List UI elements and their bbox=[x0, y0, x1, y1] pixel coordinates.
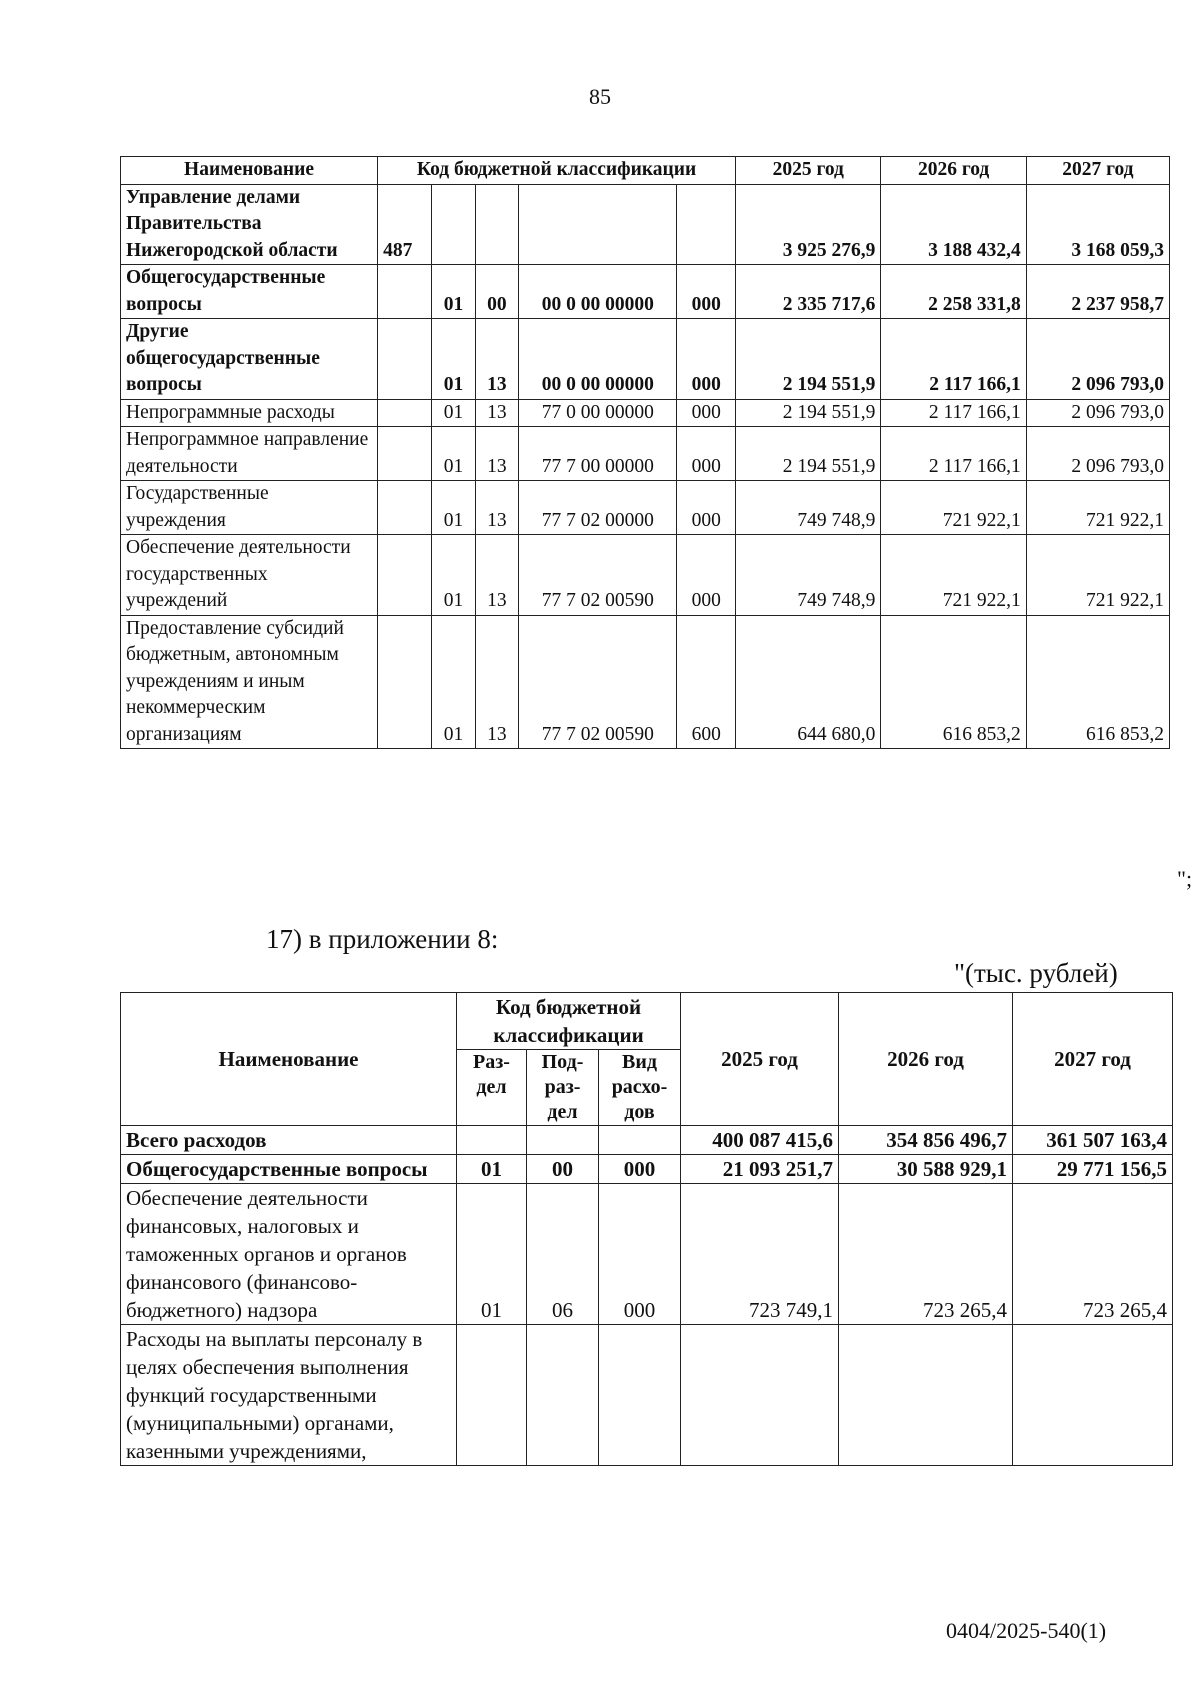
value-2026: 721 922,1 bbox=[881, 481, 1026, 535]
target-article-code: 77 0 00 00000 bbox=[519, 399, 677, 427]
value-2025: 749 748,9 bbox=[736, 535, 881, 616]
table-row bbox=[121, 481, 1170, 535]
row-name: Непрограммные расходы bbox=[121, 399, 378, 427]
page-number: 85 bbox=[589, 84, 611, 109]
razdel-code: 01 bbox=[457, 1184, 527, 1325]
expense-type-code: 000 bbox=[677, 265, 736, 319]
value-2025: 723 749,1 bbox=[681, 1184, 839, 1325]
podrazdel-code: 06 bbox=[527, 1184, 599, 1325]
value-2026: 3 188 432,4 bbox=[881, 184, 1026, 265]
podrazdel-code bbox=[527, 1126, 599, 1155]
razdel-code: 01 bbox=[432, 615, 475, 749]
value-2027: 2 096 793,0 bbox=[1026, 399, 1169, 427]
row-name: Всего расходов bbox=[121, 1126, 457, 1155]
table-header-row bbox=[121, 993, 1173, 1050]
podrazdel-code: 00 bbox=[475, 265, 518, 319]
table-row bbox=[121, 1184, 1173, 1325]
value-2025: 3 925 276,9 bbox=[736, 184, 881, 265]
header-2026: 2026 год bbox=[839, 993, 1013, 1126]
header-2027: 2027 год bbox=[1013, 993, 1173, 1126]
header-podrazdel: Под-раз-дел bbox=[527, 1050, 599, 1126]
header-2027: 2027 год bbox=[1026, 157, 1169, 185]
header-2025: 2025 год bbox=[736, 157, 881, 185]
value-2025: 2 194 551,9 bbox=[736, 427, 881, 481]
razdel-code: 01 bbox=[432, 265, 475, 319]
unit-label: "(тыс. рублей) bbox=[954, 958, 1118, 988]
value-2027 bbox=[1013, 1325, 1173, 1466]
header-expense-type: Вид расхо-дов bbox=[599, 1050, 681, 1126]
target-article-code: 77 7 02 00590 bbox=[519, 535, 677, 616]
ved-code bbox=[378, 615, 432, 749]
expense-type-code: 000 bbox=[599, 1155, 681, 1184]
value-2025: 2 194 551,9 bbox=[736, 319, 881, 400]
value-2025 bbox=[681, 1325, 839, 1466]
row-name: Общегосударственные вопросы bbox=[121, 265, 378, 319]
value-2026: 616 853,2 bbox=[881, 615, 1026, 749]
header-name: Наименование bbox=[121, 993, 457, 1126]
table-row bbox=[121, 399, 1170, 427]
razdel-code: 01 bbox=[432, 399, 475, 427]
value-2027: 721 922,1 bbox=[1026, 535, 1169, 616]
value-2026: 2 117 166,1 bbox=[881, 319, 1026, 400]
ved-code bbox=[378, 427, 432, 481]
value-2027: 2 237 958,7 bbox=[1026, 265, 1169, 319]
row-name: Непрограммное направление деятельности bbox=[121, 427, 378, 481]
value-2025: 644 680,0 bbox=[736, 615, 881, 749]
value-2027: 361 507 163,4 bbox=[1013, 1126, 1173, 1155]
value-2027: 721 922,1 bbox=[1026, 481, 1169, 535]
podrazdel-code bbox=[527, 1325, 599, 1466]
expense-type-code: 000 bbox=[677, 481, 736, 535]
value-2025: 749 748,9 bbox=[736, 481, 881, 535]
table-row bbox=[121, 184, 1170, 265]
razdel-code bbox=[432, 184, 475, 265]
value-2025: 2 194 551,9 bbox=[736, 399, 881, 427]
table-row bbox=[121, 615, 1170, 749]
value-2025: 2 335 717,6 bbox=[736, 265, 881, 319]
value-2026: 30 588 929,1 bbox=[839, 1155, 1013, 1184]
expense-type-code: 000 bbox=[677, 319, 736, 400]
row-name: Государственные учреждения bbox=[121, 481, 378, 535]
expense-type-code: 000 bbox=[677, 535, 736, 616]
podrazdel-code bbox=[475, 184, 518, 265]
row-name: Обеспечение деятельности финансовых, налоговых и таможенных органов и органов финансового (финансово-бюджетного) надзора bbox=[121, 1184, 457, 1325]
ved-code: 487 bbox=[378, 184, 432, 265]
table-row bbox=[121, 535, 1170, 616]
expense-type-code: 000 bbox=[677, 427, 736, 481]
value-2027: 616 853,2 bbox=[1026, 615, 1169, 749]
razdel-code: 01 bbox=[432, 481, 475, 535]
value-2027: 723 265,4 bbox=[1013, 1184, 1173, 1325]
value-2027: 2 096 793,0 bbox=[1026, 319, 1169, 400]
podrazdel-code: 00 bbox=[527, 1155, 599, 1184]
target-article-code: 00 0 00 00000 bbox=[519, 265, 677, 319]
target-article-code: 00 0 00 00000 bbox=[519, 319, 677, 400]
value-2025: 400 087 415,6 bbox=[681, 1126, 839, 1155]
header-razdel: Раз-дел bbox=[457, 1050, 527, 1126]
header-2025: 2025 год bbox=[681, 993, 839, 1126]
value-2026: 354 856 496,7 bbox=[839, 1126, 1013, 1155]
value-2026: 721 922,1 bbox=[881, 535, 1026, 616]
podrazdel-code: 13 bbox=[475, 481, 518, 535]
row-name: Расходы на выплаты персоналу в целях обеспечения выполнения функций государственными (муниципальными) органами, казенными учреждениями, bbox=[121, 1325, 457, 1466]
table-row bbox=[121, 1325, 1173, 1466]
value-2026: 2 258 331,8 bbox=[881, 265, 1026, 319]
table-row bbox=[121, 1155, 1173, 1184]
podrazdel-code: 13 bbox=[475, 399, 518, 427]
target-article-code bbox=[519, 184, 677, 265]
value-2026 bbox=[839, 1325, 1013, 1466]
razdel-code: 01 bbox=[432, 319, 475, 400]
podrazdel-code: 13 bbox=[475, 319, 518, 400]
table-row bbox=[121, 427, 1170, 481]
header-2026: 2026 год bbox=[881, 157, 1026, 185]
value-2026: 2 117 166,1 bbox=[881, 427, 1026, 481]
document-code: 0404/2025-540(1) bbox=[946, 1618, 1107, 1643]
value-2027: 3 168 059,3 bbox=[1026, 184, 1169, 265]
razdel-code: 01 bbox=[432, 535, 475, 616]
target-article-code: 77 7 02 00590 bbox=[519, 615, 677, 749]
value-2026: 723 265,4 bbox=[839, 1184, 1013, 1325]
ved-code bbox=[378, 399, 432, 427]
value-2025: 21 093 251,7 bbox=[681, 1155, 839, 1184]
row-name: Управление делами Правительства Нижегородской области bbox=[121, 184, 378, 265]
target-article-code: 77 7 00 00000 bbox=[519, 427, 677, 481]
row-name: Предоставление субсидий бюджетным, автономным учреждениям и иным некоммерческим организациям bbox=[121, 615, 378, 749]
departmental-structure-table bbox=[120, 156, 1170, 749]
expense-type-code bbox=[677, 184, 736, 265]
functional-structure-table bbox=[120, 992, 1173, 1466]
ved-code bbox=[378, 319, 432, 400]
razdel-code: 01 bbox=[457, 1155, 527, 1184]
razdel-code: 01 bbox=[432, 427, 475, 481]
header-code: Код бюджетной классификации bbox=[457, 993, 681, 1050]
table-row bbox=[121, 265, 1170, 319]
row-name: Другие общегосударственные вопросы bbox=[121, 319, 378, 400]
expense-type-code: 000 bbox=[677, 399, 736, 427]
ved-code bbox=[378, 265, 432, 319]
podrazdel-code: 13 bbox=[475, 427, 518, 481]
section-intro: 17) в приложении 8: bbox=[266, 924, 499, 954]
table-header-row bbox=[121, 157, 1170, 185]
expense-type-code bbox=[599, 1126, 681, 1155]
razdel-code bbox=[457, 1325, 527, 1466]
podrazdel-code: 13 bbox=[475, 615, 518, 749]
expense-type-code: 600 bbox=[677, 615, 736, 749]
razdel-code bbox=[457, 1126, 527, 1155]
header-code: Код бюджетной классификации bbox=[378, 157, 736, 185]
header-name: Наименование bbox=[121, 157, 378, 185]
row-name: Обеспечение деятельности государственных учреждений bbox=[121, 535, 378, 616]
expense-type-code bbox=[599, 1325, 681, 1466]
podrazdel-code: 13 bbox=[475, 535, 518, 616]
ved-code bbox=[378, 481, 432, 535]
closing-quote: "; bbox=[1177, 866, 1193, 891]
ved-code bbox=[378, 535, 432, 616]
expense-type-code: 000 bbox=[599, 1184, 681, 1325]
value-2027: 29 771 156,5 bbox=[1013, 1155, 1173, 1184]
value-2026: 2 117 166,1 bbox=[881, 399, 1026, 427]
row-name: Общегосударственные вопросы bbox=[121, 1155, 457, 1184]
table-row bbox=[121, 1126, 1173, 1155]
value-2027: 2 096 793,0 bbox=[1026, 427, 1169, 481]
target-article-code: 77 7 02 00000 bbox=[519, 481, 677, 535]
table-row bbox=[121, 319, 1170, 400]
